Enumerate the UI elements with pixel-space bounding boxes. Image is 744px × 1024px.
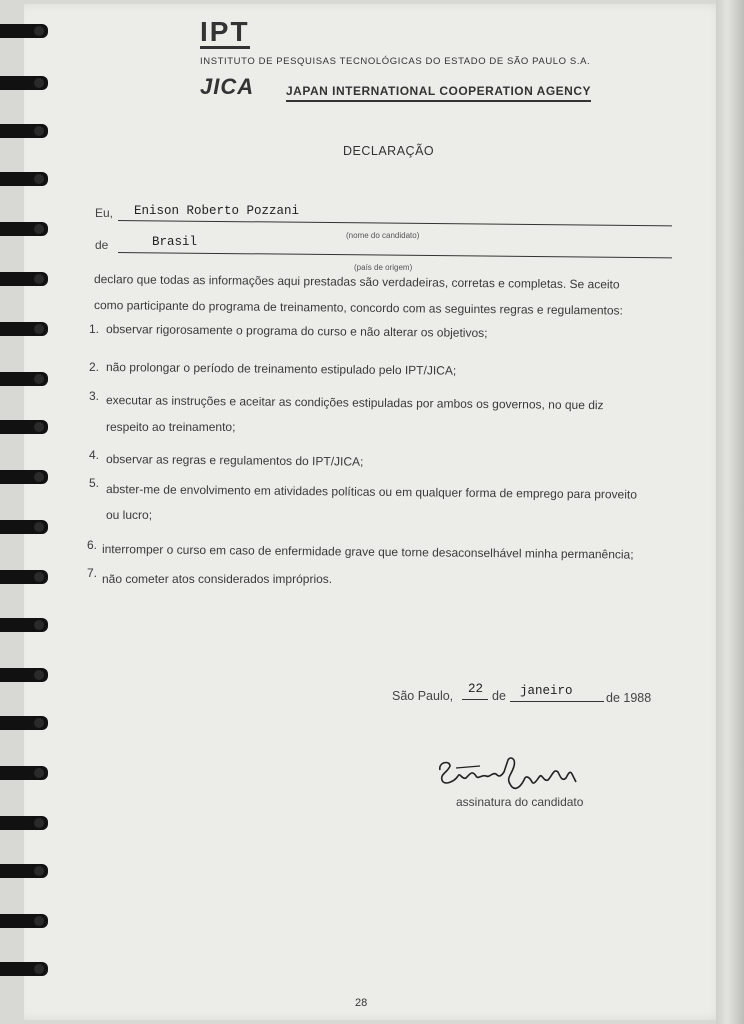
spiral-ring xyxy=(0,272,48,286)
spiral-ring xyxy=(0,470,48,484)
day-underline xyxy=(462,699,488,700)
spiral-ring xyxy=(0,322,48,336)
name-prefix: Eu, xyxy=(95,206,114,220)
spiral-ring xyxy=(0,914,48,928)
spiral-ring xyxy=(0,618,48,632)
item-text: observar rigorosamente o programa do curso e não alterar os objetivos; xyxy=(105,322,488,340)
item-text: executar as instruções e aceitar as condições estipuladas por ambos os governos, no que diz xyxy=(105,393,604,413)
page-number: 28 xyxy=(355,997,368,1009)
ipt-logo: IPT xyxy=(200,16,250,47)
date-day: 22 xyxy=(468,682,484,696)
spiral-ring xyxy=(0,76,48,90)
jica-agency-name: JAPAN INTERNATIONAL COOPERATION AGENCY xyxy=(286,84,591,102)
date-month: janeiro xyxy=(520,684,573,698)
spiral-ring xyxy=(0,816,48,830)
item-number: 3. xyxy=(89,389,100,403)
month-underline xyxy=(510,701,604,702)
item-text: interromper o curso em caso de enfermidade grave que torne desaconselhável minha permanência; xyxy=(101,542,634,562)
item-text: respeito ao treinamento; xyxy=(106,420,236,434)
country-hint: (país de origem) xyxy=(354,263,413,272)
spiral-ring xyxy=(0,864,48,878)
signature-label: assinatura do candidato xyxy=(456,795,584,809)
item-number: 6. xyxy=(87,538,98,552)
spiral-ring xyxy=(0,24,48,38)
item-text: não cometer atos considerados impróprios. xyxy=(102,572,333,586)
spiral-ring xyxy=(0,222,48,236)
item-text: não prolongar o período de treinamento estipulado pelo IPT/JICA; xyxy=(105,360,457,378)
item-text: abster-me de envolvimento em atividades políticas ou em qualquer forma de emprego para proveito xyxy=(105,482,637,502)
date-de: de xyxy=(492,689,506,703)
document-title: DECLARAÇÃO xyxy=(343,144,435,158)
spiral-ring xyxy=(0,570,48,584)
ipt-institute-name: INSTITUTO DE PESQUISAS TECNOLÓGICAS DO ESTADO DE SÃO PAULO S.A. xyxy=(200,56,591,67)
country-prefix: de xyxy=(95,238,109,252)
jica-logo: JICA xyxy=(200,74,255,99)
item-number: 4. xyxy=(89,448,100,462)
date-year: de 1988 xyxy=(606,691,652,705)
spiral-ring xyxy=(0,372,48,386)
name-hint: (nome do candidato) xyxy=(346,231,420,240)
spiral-ring xyxy=(0,172,48,186)
item-number: 1. xyxy=(89,322,100,336)
spiral-ring xyxy=(0,962,48,976)
country-of-origin: Brasil xyxy=(152,235,198,249)
date-city: São Paulo, xyxy=(392,689,454,703)
intro-line: como participante do programa de treinamento, concordo com as seguintes regras e regulamentos: xyxy=(93,298,624,318)
item-text: ou lucro; xyxy=(106,508,153,522)
item-number: 2. xyxy=(89,360,100,374)
item-number: 5. xyxy=(89,476,100,490)
spiral-ring xyxy=(0,716,48,730)
spiral-ring xyxy=(0,420,48,434)
item-number: 7. xyxy=(87,566,98,580)
letterhead xyxy=(200,18,600,110)
candidate-name: Enison Roberto Pozzani xyxy=(134,204,300,218)
page-edges xyxy=(716,0,744,1024)
spiral-ring xyxy=(0,124,48,138)
spiral-ring xyxy=(0,520,48,534)
spiral-ring xyxy=(0,766,48,780)
intro-line: declaro que todas as informações aqui prestadas são verdadeiras, corretas e completas. Se aceito xyxy=(93,272,620,292)
spiral-ring xyxy=(0,668,48,682)
item-text: observar as regras e regulamentos do IPT/JICA; xyxy=(105,452,364,469)
